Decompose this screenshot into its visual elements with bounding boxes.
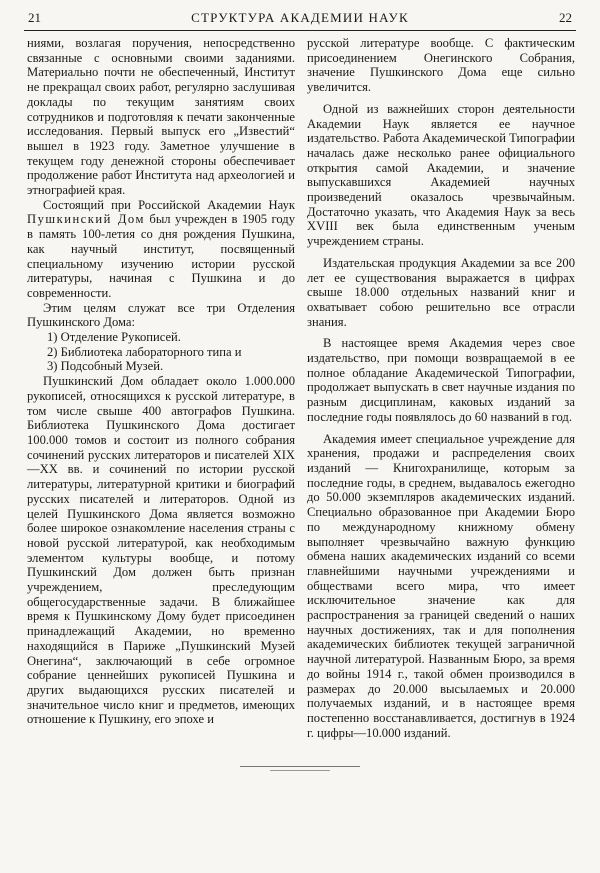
footer-divider — [240, 766, 360, 767]
running-header — [24, 8, 576, 31]
list-item: 2) Библиотека лабораторного типа и — [47, 344, 242, 359]
paragraph: ниями, возлагая поручения, непосредственно связанные с основными своими заданиями. Материально почти не обеспеченный, Институт не прекращал своих работ, регулярно заслушивая доклады по текущим занятиям своих сотрудников и подготовляя к печати законченные исследования. Первый выпуск его „Известий“ вышел в 1923 году. Заметное улучшение в текущем году денежной стороны обеспечивает продолжение работ Института над археологией и этнографией края. — [27, 36, 295, 198]
left-column — [27, 36, 295, 727]
paragraph: русской литературе вообще. С фактическим присоединением Онегинского Собрания, значение Пушкинского Дома еще сильно увеличится. — [307, 36, 575, 95]
page-number-right: 22 — [559, 10, 572, 25]
right-column — [307, 36, 575, 740]
paragraph: Одной из важнейших сторон деятельности Академии Наук является ее научное издательство. Работа Академической Типографии началась даже несколько ранее официального открытия самой Академии, и значение выпускавшихся Академией научных произведений оказалось чрезвычайным. Достаточно указать, что Академия Наук за весь XVIII век была единственным ученым учреждением страны. — [307, 101, 576, 249]
running-title: СТРУКТУРА АКАДЕМИИ НАУК — [191, 10, 409, 25]
paragraph: Пушкинский Дом обладает около 1.000.000 рукописей, относящихся к русской литературе, в том числе свыше 400 автографов Пушкина. Библиотека Пушкинского Дома достигает 100.000 томов и состоит из полного собрания сочинений русских литераторов и писателей XIX—XX вв. и сочинений по истории русской литературы, литературной критики и биографий русских писателей и литераторов. Одной из целей Пушкинского Дома является возможно более широкое ознакомление населения страны с новой русской литературой, как необходимым элементом культуры вообще, и потому Пушкинский Дом должен быть признан учреждением, преследующим общегосударственные задачи. В ближайшее время к Пушкинскому Дому будет присоединен принадлежащий Академии, но временно находящийся в Париже „Пушкинский Музей Онегина“, заключающий в себе огромное собрание ценнейших рукописей Пушкина и других выдающихся русских писателей и значительное число книг и предметов, имеющих отношение к Пушкину, его эпохе и — [27, 374, 295, 727]
paragraph: Издательская продукция Академии за все 200 лет ее существования выражается в цифрах свыше 18.000 отдельных названий книг и охватывает собою решительно все отрасли знания. — [307, 255, 575, 329]
paragraph: В настоящее время Академия через свое издательство, при помощи возвращаемой в ее полное обладание Академической Типографии, продолжает выпускать в свет научные издания по разным дисциплинам, каковых изданий за последние годы появлялось до 60 названий в год. — [307, 336, 575, 424]
page-number-left: 21 — [28, 10, 41, 25]
footer-divider — [270, 770, 330, 771]
paragraph: Состоящий при Российской Академии Наук Пушкинский Дом был учрежден в 1905 году в память 100-летия со дня рождения Пушкина, как научный институт, посвященный специальному изучению истории русской литературы, начиная с Пушкина и до современности. — [27, 197, 295, 300]
list-item: 1) Отделение Рукописей. — [47, 330, 181, 345]
emphasis-pushkin-house: Пушкинский Дом — [27, 212, 145, 227]
paragraph: Этим целям служат все три Отделения Пушкинского Дома: — [27, 300, 295, 330]
list-item: 3) Подсобный Музей. — [47, 359, 164, 374]
paragraph: Академия имеет специальное учреждение для хранения, продажи и распределения своих изданий — Книгохранилище, которым за последние годы, в среднем, выдавалось ежегодно до 50.000 экземпляров академических изданий. Специально образованное при Академии Бюро по международному книжному обмену выполняет чрезвычайно важную функцию обмена наших академических изданий со всеми главнейшими научными учреждениями и обществами всего мира, что имеет исключительное значение как для распространения за границей сведений о наших научных достижениях, так и для пополнения академических библиотек текущей заграничной научной литературой. Названным Бюро, за время до войны 1914 г., такой обмен производился в размерах до 20.000 высылаемых и 20.000 получаемых изданий, и в настоящее время постепенно восстанавливается, достигнув в 1924 г. цифры—10.000 изданий. — [307, 431, 575, 740]
